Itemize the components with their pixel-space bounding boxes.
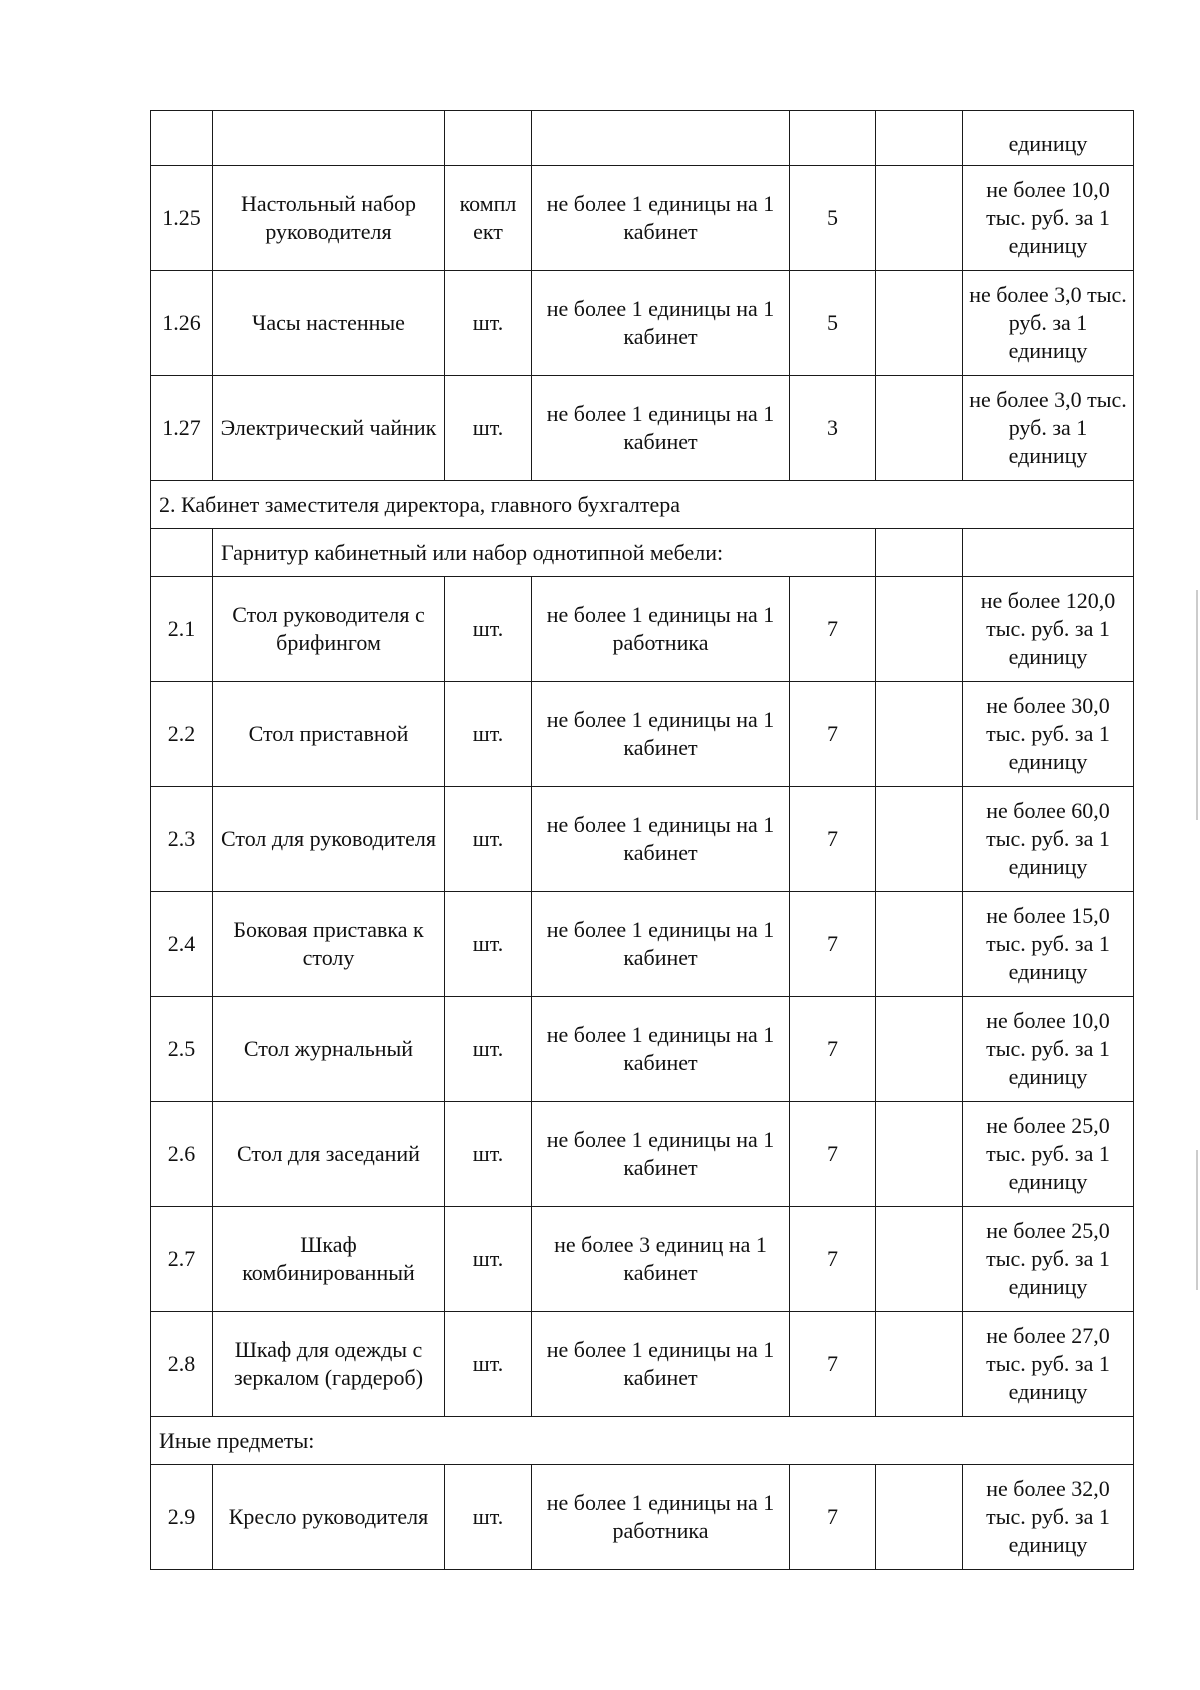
cell-price: не более 27,0 тыс. руб. за 1 единицу bbox=[963, 1312, 1134, 1417]
table-row bbox=[151, 787, 1134, 892]
cell-unit: шт. bbox=[445, 1465, 532, 1570]
cell-price bbox=[963, 529, 1134, 577]
cell-num: 2.7 bbox=[151, 1207, 213, 1312]
table-row bbox=[151, 1102, 1134, 1207]
rows-group-3 bbox=[151, 1465, 1134, 1570]
cell-price: не более 10,0 тыс. руб. за 1 единицу bbox=[963, 166, 1134, 271]
cell-unit: компл ект bbox=[445, 166, 532, 271]
cell-name: Шкаф для одежды с зеркалом (гардероб) bbox=[213, 1312, 445, 1417]
cell-unit: шт. bbox=[445, 787, 532, 892]
cell-term: 5 bbox=[790, 166, 876, 271]
table-row bbox=[151, 166, 1134, 271]
cell-unit bbox=[445, 111, 532, 166]
cell-norm bbox=[532, 111, 790, 166]
cell-price: не более 15,0 тыс. руб. за 1 единицу bbox=[963, 892, 1134, 997]
cell-num: 1.26 bbox=[151, 271, 213, 376]
cell-num: 2.1 bbox=[151, 577, 213, 682]
table-row bbox=[151, 1312, 1134, 1417]
cell-name: Часы настенные bbox=[213, 271, 445, 376]
cell-unit: шт. bbox=[445, 577, 532, 682]
cell-extra bbox=[876, 166, 963, 271]
cell-name: Стол журнальный bbox=[213, 997, 445, 1102]
cell-name: Стол для заседаний bbox=[213, 1102, 445, 1207]
cell-price: не более 60,0 тыс. руб. за 1 единицу bbox=[963, 787, 1134, 892]
cell-price: не более 30,0 тыс. руб. за 1 единицу bbox=[963, 682, 1134, 787]
cell-extra bbox=[876, 1102, 963, 1207]
rows-group-2 bbox=[151, 577, 1134, 1417]
cell-unit: шт. bbox=[445, 997, 532, 1102]
cell-name: Стол для руководителя bbox=[213, 787, 445, 892]
cell-extra bbox=[876, 1312, 963, 1417]
cell-unit: шт. bbox=[445, 271, 532, 376]
table-row bbox=[151, 997, 1134, 1102]
section-row bbox=[151, 481, 1134, 529]
cell-num: 2.4 bbox=[151, 892, 213, 997]
table-row-continued bbox=[151, 111, 1134, 166]
cell-price: не более 32,0 тыс. руб. за 1 единицу bbox=[963, 1465, 1134, 1570]
cell-num bbox=[151, 529, 213, 577]
cell-term: 3 bbox=[790, 376, 876, 481]
cell-unit: шт. bbox=[445, 376, 532, 481]
cell-norm: не более 1 единицы на 1 кабинет bbox=[532, 682, 790, 787]
cell-unit: шт. bbox=[445, 1207, 532, 1312]
cell-unit: шт. bbox=[445, 682, 532, 787]
cell-name: Электрический чайник bbox=[213, 376, 445, 481]
cell-extra bbox=[876, 111, 963, 166]
cell-norm: не более 3 единиц на 1 кабинет bbox=[532, 1207, 790, 1312]
cell-norm: не более 1 единицы на 1 кабинет bbox=[532, 1102, 790, 1207]
cell-name: Настольный набор руководителя bbox=[213, 166, 445, 271]
cell-num: 1.27 bbox=[151, 376, 213, 481]
cell-num: 2.8 bbox=[151, 1312, 213, 1417]
table-row bbox=[151, 892, 1134, 997]
cell-term: 7 bbox=[790, 997, 876, 1102]
cell-term: 7 bbox=[790, 1207, 876, 1312]
cell-name: Шкаф комбинированный bbox=[213, 1207, 445, 1312]
page-edge-mark bbox=[1196, 1150, 1198, 1290]
cell-price: не более 25,0 тыс. руб. за 1 единицу bbox=[963, 1207, 1134, 1312]
cell-unit: шт. bbox=[445, 1102, 532, 1207]
cell-price: единицу bbox=[963, 111, 1134, 166]
cell-norm: не более 1 единицы на 1 кабинет bbox=[532, 1312, 790, 1417]
cell-name bbox=[213, 111, 445, 166]
cell-extra bbox=[876, 997, 963, 1102]
cell-norm: не более 1 единицы на 1 кабинет bbox=[532, 166, 790, 271]
cell-norm: не более 1 единицы на 1 работника bbox=[532, 577, 790, 682]
cell-price: не более 25,0 тыс. руб. за 1 единицу bbox=[963, 1102, 1134, 1207]
cell-price: не более 120,0 тыс. руб. за 1 единицу bbox=[963, 577, 1134, 682]
cell-extra bbox=[876, 1207, 963, 1312]
cell-num: 2.2 bbox=[151, 682, 213, 787]
cell-term: 7 bbox=[790, 1312, 876, 1417]
cell-extra bbox=[876, 376, 963, 481]
cell-term: 7 bbox=[790, 1465, 876, 1570]
cell-norm: не более 1 единицы на 1 кабинет bbox=[532, 892, 790, 997]
cell-name: Боковая приставка к столу bbox=[213, 892, 445, 997]
cell-extra bbox=[876, 577, 963, 682]
cell-extra bbox=[876, 682, 963, 787]
table-row bbox=[151, 376, 1134, 481]
cell-extra bbox=[876, 529, 963, 577]
table-row bbox=[151, 577, 1134, 682]
cell-num: 2.5 bbox=[151, 997, 213, 1102]
table-row bbox=[151, 271, 1134, 376]
table-row bbox=[151, 1207, 1134, 1312]
cell-price: не более 10,0 тыс. руб. за 1 единицу bbox=[963, 997, 1134, 1102]
cell-unit: шт. bbox=[445, 1312, 532, 1417]
cell-term: 7 bbox=[790, 577, 876, 682]
rows-group-1 bbox=[151, 166, 1134, 481]
cell-term bbox=[790, 111, 876, 166]
cell-norm: не более 1 единицы на 1 кабинет bbox=[532, 997, 790, 1102]
cell-norm: не более 1 единицы на 1 работника bbox=[532, 1465, 790, 1570]
cell-name: Кресло руководителя bbox=[213, 1465, 445, 1570]
cell-unit: шт. bbox=[445, 892, 532, 997]
cell-num: 2.3 bbox=[151, 787, 213, 892]
cell-num: 2.6 bbox=[151, 1102, 213, 1207]
furniture-norms-table bbox=[150, 110, 1134, 1570]
cell-extra bbox=[876, 1465, 963, 1570]
table-row bbox=[151, 1465, 1134, 1570]
cell-norm: не более 1 единицы на 1 кабинет bbox=[532, 376, 790, 481]
cell-price: не более 3,0 тыс. руб. за 1 единицу bbox=[963, 271, 1134, 376]
cell-extra bbox=[876, 787, 963, 892]
cell-num: 2.9 bbox=[151, 1465, 213, 1570]
subsection-row bbox=[151, 529, 1134, 577]
cell-term: 7 bbox=[790, 682, 876, 787]
table-row bbox=[151, 682, 1134, 787]
cell-num bbox=[151, 111, 213, 166]
other-items-title: Иные предметы: bbox=[151, 1417, 1134, 1465]
cell-name: Стол приставной bbox=[213, 682, 445, 787]
cell-norm: не более 1 единицы на 1 кабинет bbox=[532, 271, 790, 376]
cell-num: 1.25 bbox=[151, 166, 213, 271]
cell-extra bbox=[876, 271, 963, 376]
page-edge-mark bbox=[1196, 590, 1198, 820]
cell-extra bbox=[876, 892, 963, 997]
cell-norm: не более 1 единицы на 1 кабинет bbox=[532, 787, 790, 892]
cell-term: 5 bbox=[790, 271, 876, 376]
cell-term: 7 bbox=[790, 1102, 876, 1207]
cell-term: 7 bbox=[790, 892, 876, 997]
section-row bbox=[151, 1417, 1134, 1465]
section-title: 2. Кабинет заместителя директора, главного бухгалтера bbox=[151, 481, 1134, 529]
cell-term: 7 bbox=[790, 787, 876, 892]
subsection-title: Гарнитур кабинетный или набор однотипной мебели: bbox=[213, 529, 876, 577]
cell-price: не более 3,0 тыс. руб. за 1 единицу bbox=[963, 376, 1134, 481]
cell-name: Стол руководителя с брифингом bbox=[213, 577, 445, 682]
